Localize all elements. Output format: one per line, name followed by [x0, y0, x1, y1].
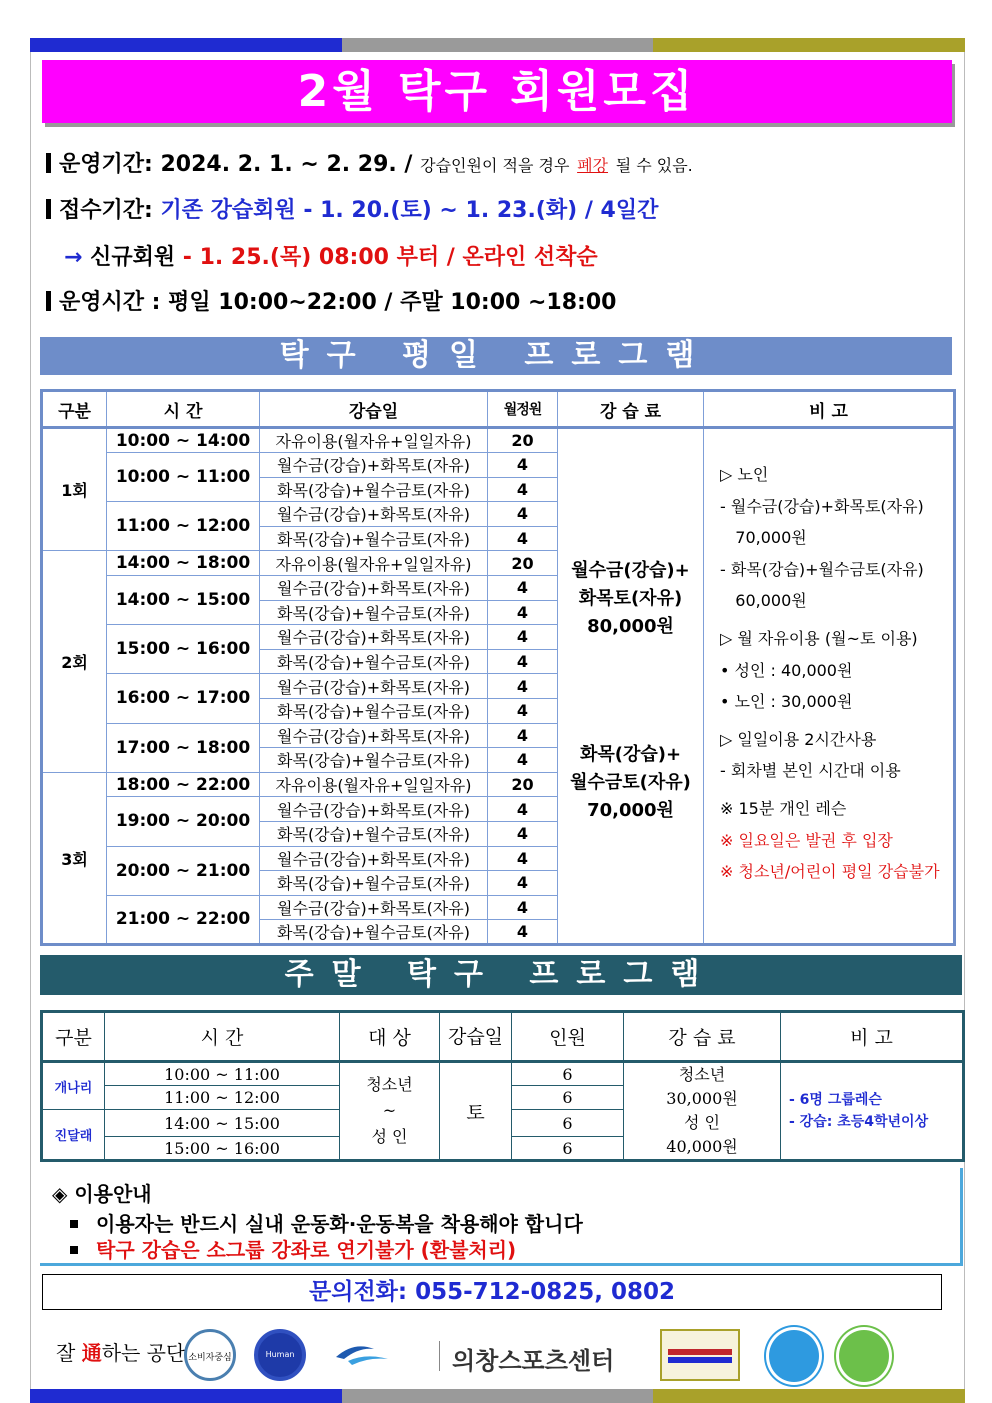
- group-name-cell: 진달래: [42, 1110, 105, 1161]
- column-header: 강습일: [260, 391, 488, 428]
- capacity-cell: 4: [488, 748, 558, 773]
- target-cell: [340, 1062, 440, 1161]
- capacity-cell: 4: [488, 526, 558, 551]
- service-certificate-logo: [660, 1329, 740, 1381]
- note-line: ※ 청소년/어린이 평일 강습불가: [720, 862, 940, 882]
- lesson-day-cell: 월수금(강습)+화목토(자유): [260, 723, 488, 748]
- guide-heading: ◈ 이용안내: [52, 1182, 152, 1206]
- fee-line: 성 인: [684, 1113, 720, 1132]
- capacity-cell: 4: [488, 797, 558, 822]
- session-group: 1회: [42, 428, 107, 551]
- capacity-cell: 4: [488, 600, 558, 625]
- ccm-logo: 소비자중심: [184, 1329, 236, 1381]
- fee-line: 청소년: [678, 1065, 726, 1084]
- column-header: 강습일: [440, 1012, 512, 1062]
- target-line: 청소년: [366, 1075, 413, 1094]
- note-line: • 노인 : 30,000원: [720, 692, 853, 712]
- bullet-bar: [46, 199, 51, 219]
- note-cell: [704, 428, 955, 945]
- fee-line: 80,000원: [587, 616, 674, 637]
- lesson-day-cell: 화목(강습)+월수금토(자유): [260, 649, 488, 674]
- bullet-bar: [46, 153, 51, 173]
- page-title: 2월 탁구 회원모집: [42, 60, 952, 123]
- note-line: - 회차별 본인 시간대 이용: [720, 761, 901, 781]
- time-cell: 15:00 ~ 16:00: [107, 625, 260, 674]
- session-group: 3회: [42, 772, 107, 945]
- note-line: - 6명 그룹레슨: [789, 1092, 882, 1108]
- capacity-cell: 4: [488, 723, 558, 748]
- capacity-cell: 4: [488, 920, 558, 945]
- bottom-color-bar: [30, 1389, 965, 1403]
- column-header: 인원: [512, 1012, 624, 1062]
- human-rights-logo: Human: [254, 1329, 306, 1381]
- lesson-day-cell: 자유이용(월자유+일일자유): [260, 551, 488, 576]
- lesson-day-cell: 월수금(강습)+화목토(자유): [260, 895, 488, 920]
- time-cell: 19:00 ~ 20:00: [107, 797, 260, 846]
- note-line: ※ 일요일은 발권 후 입장: [720, 830, 893, 850]
- time-cell: 17:00 ~ 18:00: [107, 723, 260, 772]
- time-cell: 14:00 ~ 18:00: [107, 551, 260, 576]
- column-header: 시 간: [107, 391, 260, 428]
- note-line: ▷ 노인: [720, 465, 769, 484]
- table-row: [42, 1062, 964, 1086]
- column-header: 구분: [42, 391, 107, 428]
- weekend-section-title: 주말 탁구 프로그램: [40, 955, 962, 995]
- fee-cell: [558, 428, 704, 945]
- group-name-cell: 개나리: [42, 1062, 105, 1110]
- time-cell: 10:00 ~ 11:00: [107, 453, 260, 502]
- time-cell: 14:00 ~ 15:00: [105, 1110, 340, 1137]
- time-cell: 16:00 ~ 17:00: [107, 674, 260, 723]
- fee-line: 화목(강습)+: [579, 744, 682, 765]
- square-bullet-icon: [70, 1220, 78, 1228]
- time-cell: 11:00 ~ 12:00: [105, 1086, 340, 1110]
- capacity-cell: 6: [512, 1086, 624, 1110]
- table-header-row: [42, 391, 955, 428]
- fee-line: 월수금(강습)+: [571, 560, 690, 581]
- capacity-cell: 4: [488, 453, 558, 478]
- fee-line: 화목토(자유): [578, 588, 683, 609]
- time-cell: 20:00 ~ 21:00: [107, 846, 260, 895]
- note-line: ▷ 일일이용 2시간사용: [720, 729, 877, 749]
- lesson-day-cell: 자유이용(월자유+일일자유): [260, 772, 488, 797]
- fee-line: 40,000원: [666, 1137, 738, 1156]
- time-cell: 10:00 ~ 11:00: [105, 1062, 340, 1086]
- session-group: 2회: [42, 551, 107, 772]
- time-cell: 15:00 ~ 16:00: [105, 1137, 340, 1161]
- lesson-day-cell: 화목(강습)+월수금토(자유): [260, 920, 488, 945]
- capacity-cell: 4: [488, 477, 558, 502]
- lesson-day-cell: 화목(강습)+월수금토(자유): [260, 477, 488, 502]
- table-header-row: [42, 1012, 964, 1062]
- divider: [439, 1341, 440, 1371]
- mascot-blue-icon: [766, 1327, 822, 1385]
- bullet-bar: [46, 291, 51, 311]
- target-line: ~: [382, 1101, 397, 1120]
- note-line: ※ 15분 개인 레슨: [720, 798, 847, 818]
- arrow-icon: →: [64, 245, 83, 270]
- column-header: 구분: [42, 1012, 105, 1062]
- contact-phone: 문의전화: 055-712-0825, 0802: [42, 1274, 942, 1310]
- square-bullet-icon: [70, 1246, 78, 1254]
- capacity-cell: 20: [488, 428, 558, 453]
- column-header: 시 간: [105, 1012, 340, 1062]
- lesson-day-cell: 화목(강습)+월수금토(자유): [260, 526, 488, 551]
- capacity-cell: 4: [488, 575, 558, 600]
- info-period: 운영기간: 2024. 2. 1. ~ 2. 29. / 강습인원이 적을 경우 폐강 될 수 있음.: [46, 147, 693, 178]
- lesson-day-cell: 화목(강습)+월수금토(자유): [260, 871, 488, 896]
- table-row: [42, 428, 955, 453]
- capacity-cell: 4: [488, 821, 558, 846]
- column-header: 비 고: [704, 391, 955, 428]
- time-cell: 14:00 ~ 15:00: [107, 575, 260, 624]
- weekday-program-table: [40, 389, 956, 946]
- target-line: 성 인: [371, 1127, 408, 1146]
- center-name: 의창스포츠센터: [452, 1347, 615, 1375]
- fee-line: 70,000원: [587, 800, 674, 821]
- lesson-day-cell: 화목(강습)+월수금토(자유): [260, 821, 488, 846]
- note-line: - 월수금(강습)+화목토(자유): [720, 496, 924, 516]
- lesson-day-cell: 월수금(강습)+화목토(자유): [260, 502, 488, 527]
- fee-line: 월수금토(자유): [570, 772, 691, 793]
- capacity-cell: 4: [488, 895, 558, 920]
- usage-guide: [40, 1168, 963, 1266]
- lesson-day-cell: 화목(강습)+월수금토(자유): [260, 600, 488, 625]
- capacity-cell: 4: [488, 871, 558, 896]
- capacity-cell: 20: [488, 551, 558, 576]
- lesson-day-cell: 월수금(강습)+화목토(자유): [260, 575, 488, 600]
- lesson-day-cell: 월수금(강습)+화목토(자유): [260, 846, 488, 871]
- info-registration: 접수기간: 기존 강습회원 - 1. 20.(토) ~ 1. 23.(화) / 4일간: [46, 193, 658, 224]
- column-header: 대 상: [340, 1012, 440, 1062]
- capacity-cell: 4: [488, 625, 558, 650]
- day-cell: 토: [440, 1062, 512, 1161]
- fee-line: 30,000원: [666, 1089, 738, 1108]
- guide-item: 탁구 강습은 소그룹 강좌로 연기불가 (환불처리): [70, 1234, 516, 1263]
- note-line: 70,000원: [720, 528, 807, 548]
- capacity-cell: 6: [512, 1137, 624, 1161]
- column-header: 강 습 료: [558, 391, 704, 428]
- note-line: - 화목(강습)+월수금토(자유): [720, 559, 924, 579]
- capacity-cell: 6: [512, 1110, 624, 1137]
- swoosh-icon: [334, 1339, 394, 1369]
- lesson-day-cell: 월수금(강습)+화목토(자유): [260, 453, 488, 478]
- note-line: 60,000원: [720, 591, 807, 611]
- fee-cell: [624, 1062, 781, 1161]
- time-cell: 21:00 ~ 22:00: [107, 895, 260, 945]
- weekday-section-title: 탁구 평일 프로그램: [40, 337, 952, 375]
- lesson-day-cell: 월수금(강습)+화목토(자유): [260, 674, 488, 699]
- time-cell: 18:00 ~ 22:00: [107, 772, 260, 797]
- time-cell: 10:00 ~ 14:00: [107, 428, 260, 453]
- capacity-cell: 4: [488, 649, 558, 674]
- guide-item: 이용자는 반드시 실내 운동화·운동복을 착용해야 합니다: [70, 1208, 583, 1237]
- lesson-day-cell: 화목(강습)+월수금토(자유): [260, 748, 488, 773]
- note-cell: [781, 1062, 964, 1161]
- capacity-cell: 4: [488, 674, 558, 699]
- center-logo: [334, 1339, 624, 1373]
- fee-spacer: [558, 641, 703, 741]
- weekend-program-table: [40, 1010, 965, 1162]
- note-line: • 성인 : 40,000원: [720, 660, 853, 680]
- capacity-cell: 20: [488, 772, 558, 797]
- lesson-day-cell: 자유이용(월자유+일일자유): [260, 428, 488, 453]
- column-header: 월정원: [488, 391, 558, 428]
- capacity-cell: 6: [512, 1062, 624, 1086]
- top-color-bar: [30, 38, 965, 52]
- time-cell: 11:00 ~ 12:00: [107, 502, 260, 551]
- lesson-day-cell: 월수금(강습)+화목토(자유): [260, 625, 488, 650]
- note-line: - 강습: 초등4학년이상: [789, 1114, 929, 1130]
- info-hours: 운영시간 : 평일 10:00~22:00 / 주말 10:00 ~18:00: [46, 285, 616, 316]
- lesson-day-cell: 화목(강습)+월수금토(자유): [260, 698, 488, 723]
- info-new-members: → 신규회원 - 1. 25.(목) 08:00 부터 / 온라인 선착순: [64, 245, 598, 270]
- note-line: ▷ 월 자유이용 (월~토 이용): [720, 628, 918, 648]
- capacity-cell: 4: [488, 698, 558, 723]
- slogan: 잘 通하는 공단: [56, 1341, 186, 1365]
- column-header: 비 고: [781, 1012, 964, 1062]
- capacity-cell: 4: [488, 846, 558, 871]
- column-header: 강 습 료: [624, 1012, 781, 1062]
- mascot-green-icon: [836, 1327, 892, 1385]
- footer-logos: [56, 1325, 946, 1387]
- lesson-day-cell: 월수금(강습)+화목토(자유): [260, 797, 488, 822]
- capacity-cell: 4: [488, 502, 558, 527]
